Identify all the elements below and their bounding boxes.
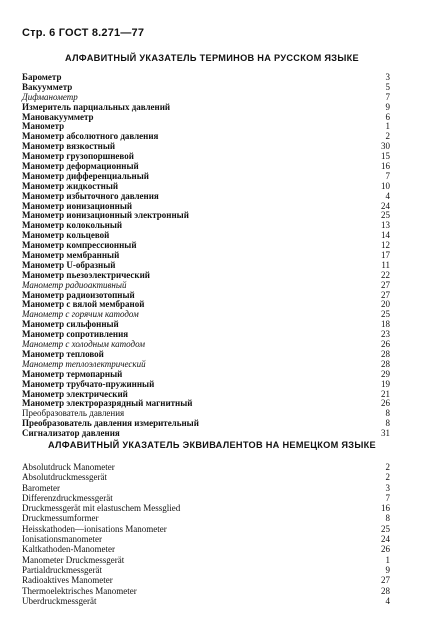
index-page-number: 7 xyxy=(385,492,390,503)
index-page-number: 28 xyxy=(381,358,390,369)
index-entry xyxy=(22,534,390,544)
german-terms-list xyxy=(22,462,390,606)
index-page-number: 2 xyxy=(385,131,390,142)
index-entry xyxy=(22,472,390,482)
index-term: Heisskathoden—ionisations Manometer xyxy=(22,523,167,534)
index-page-number: 26 xyxy=(381,398,390,409)
index-term: Barometer xyxy=(22,482,60,493)
index-term: Манометр электрический xyxy=(22,388,128,399)
index-page-number: 19 xyxy=(381,378,390,389)
index-page-number: 6 xyxy=(385,111,390,122)
index-page-number: 4 xyxy=(385,595,390,606)
index-term: Барометр xyxy=(22,72,62,82)
index-page-number: 16 xyxy=(381,161,390,172)
index-page-number: 26 xyxy=(381,339,390,350)
index-term: Манометр дифференциальный xyxy=(22,170,149,181)
index-term: Манометр мембранный xyxy=(22,250,120,261)
russian-index-title: АЛФАВИТНЫЙ УКАЗАТЕЛЬ ТЕРМИНОВ НА РУССКОМ ЯЗЫКЕ xyxy=(65,53,359,63)
index-page-number: 7 xyxy=(385,91,390,102)
index-term: Манометр сопротивления xyxy=(22,329,129,340)
index-page-number: 23 xyxy=(381,329,390,340)
index-term: Manometer Druckmessgerät xyxy=(22,554,125,565)
index-page-number: 9 xyxy=(385,101,390,112)
index-entry xyxy=(22,462,390,472)
index-term: Манометр с холодным катодом xyxy=(22,339,145,350)
index-page-number: 3 xyxy=(385,482,390,493)
index-page-number: 4 xyxy=(385,190,390,201)
index-term: Манометр избыточного давления xyxy=(22,190,159,201)
index-term: Differenzdruckmessgerät xyxy=(22,492,113,503)
index-page-number: 16 xyxy=(381,503,390,514)
index-term: Radioaktives Manometer xyxy=(22,575,113,586)
index-term: Uberdruckmessgerät xyxy=(22,595,97,606)
index-term: Манометр с горячим катодом xyxy=(22,309,139,320)
index-term: Манометр колокольный xyxy=(22,220,123,231)
index-entry xyxy=(22,513,390,523)
index-page-number: 20 xyxy=(381,299,390,310)
index-term: Absolutdruck Manometer xyxy=(22,462,115,472)
index-page-number: 21 xyxy=(381,388,390,399)
index-term: Манометр трубчато-пружинный xyxy=(22,378,155,389)
index-page-number: 8 xyxy=(385,418,390,429)
index-page-number: 11 xyxy=(381,259,390,270)
index-term: Манометр xyxy=(22,121,65,132)
index-page-number: 30 xyxy=(381,141,390,152)
index-term: Ionisationsmanometer xyxy=(22,534,102,545)
index-page-number: 10 xyxy=(381,180,390,191)
index-page-number: 7 xyxy=(385,170,390,181)
index-term: Манометр ионизационный xyxy=(22,200,133,211)
index-term: Манометр с вялой мембраной xyxy=(22,299,145,310)
index-term: Манометр деформационный xyxy=(22,161,139,172)
index-page-number: 24 xyxy=(381,200,390,211)
index-term: Манометр жидкостный xyxy=(22,180,119,191)
index-page-number: 13 xyxy=(381,220,390,231)
index-page-number: 3 xyxy=(385,72,390,82)
index-entry xyxy=(22,596,390,606)
index-term: Манометр электроразрядный магнитный xyxy=(22,398,193,409)
index-page-number: 17 xyxy=(381,250,390,261)
index-page-number: 12 xyxy=(381,240,390,251)
index-term: Druckmessumformer xyxy=(22,513,99,524)
index-entry xyxy=(22,586,390,596)
index-term: Partialdruckmessgerät xyxy=(22,564,102,575)
index-entry xyxy=(22,555,390,565)
index-entry xyxy=(22,575,390,585)
page-header: Стр. 6 ГОСТ 8.271—77 xyxy=(22,27,145,39)
index-page-number: 15 xyxy=(381,151,390,162)
index-page-number: 14 xyxy=(381,230,390,241)
index-entry xyxy=(22,544,390,554)
index-term: Манометр абсолютного давления xyxy=(22,131,159,142)
index-page-number: 29 xyxy=(381,368,390,379)
index-term: Дифманометр xyxy=(22,91,78,102)
index-page-number: 8 xyxy=(385,408,390,419)
index-term: Манометр термопарный xyxy=(22,368,123,379)
index-page-number: 31 xyxy=(381,428,390,439)
index-term: Kaltkathoden-Manometer xyxy=(22,544,115,555)
index-term: Вакуумметр xyxy=(22,81,73,92)
index-page-number: 8 xyxy=(385,513,390,524)
index-page-number: 26 xyxy=(381,544,390,555)
index-term: Манометр кольцевой xyxy=(22,230,110,241)
index-term: Мановакуумметр xyxy=(22,111,94,122)
index-page-number: 9 xyxy=(385,564,390,575)
index-term: Манометр компрессионный xyxy=(22,240,137,251)
index-term: Манометр радиоактивный xyxy=(22,279,127,290)
german-index-title: АЛФАВИТНЫЙ УКАЗАТЕЛЬ ЭКВИВАЛЕНТОВ НА НЕМЕЦКОМ ЯЗЫКЕ xyxy=(48,440,376,450)
index-page-number: 24 xyxy=(381,534,390,545)
index-term: Преобразователь давления измерительный xyxy=(22,418,199,429)
index-term: Измеритель парциальных давлений xyxy=(22,101,171,112)
index-term: Манометр ионизационный электронный xyxy=(22,210,189,221)
index-page-number: 2 xyxy=(385,472,390,483)
index-page-number: 28 xyxy=(381,585,390,596)
index-page-number: 18 xyxy=(381,319,390,330)
index-page-number: 22 xyxy=(381,269,390,280)
index-term: Манометр вязкостный xyxy=(22,141,116,152)
index-term: Манометр грузопоршневой xyxy=(22,151,134,162)
index-page-number: 28 xyxy=(381,348,390,359)
index-term: Манометр радиоизотопный xyxy=(22,289,135,300)
index-term: Absolutdruckmessgerät xyxy=(22,472,107,483)
index-entry xyxy=(22,493,390,503)
index-term: Манометр теплоэлектрический xyxy=(22,358,146,369)
index-page-number: 25 xyxy=(381,523,390,534)
index-term: Манометр U-образный xyxy=(22,259,116,270)
index-entry xyxy=(22,524,390,534)
index-entry xyxy=(22,483,390,493)
index-page-number: 25 xyxy=(381,309,390,320)
index-page-number: 25 xyxy=(381,210,390,221)
index-page-number: 27 xyxy=(381,575,390,586)
index-term: Thermoelektrisches Manometer xyxy=(22,585,137,596)
index-term: Манометр тепловой xyxy=(22,348,104,359)
index-page-number: 27 xyxy=(381,279,390,290)
russian-terms-list xyxy=(22,73,390,439)
index-page-number: 27 xyxy=(381,289,390,300)
index-term: Druckmessgerät mit elastuschem Messglied xyxy=(22,503,181,514)
index-entry xyxy=(22,429,390,439)
index-term: Сигнализатор давления xyxy=(22,428,120,439)
index-page-number: 5 xyxy=(385,81,390,92)
index-entry xyxy=(22,73,390,83)
index-term: Манометр пьезоэлектрический xyxy=(22,269,150,280)
index-entry xyxy=(22,113,390,123)
index-entry xyxy=(22,503,390,513)
index-term: Манометр сильфонный xyxy=(22,319,119,330)
index-page-number: 1 xyxy=(385,121,390,132)
index-entry xyxy=(22,565,390,575)
index-page-number: 2 xyxy=(385,462,390,472)
index-term: Преобразователь давления xyxy=(22,408,125,419)
index-page-number: 1 xyxy=(385,554,390,565)
